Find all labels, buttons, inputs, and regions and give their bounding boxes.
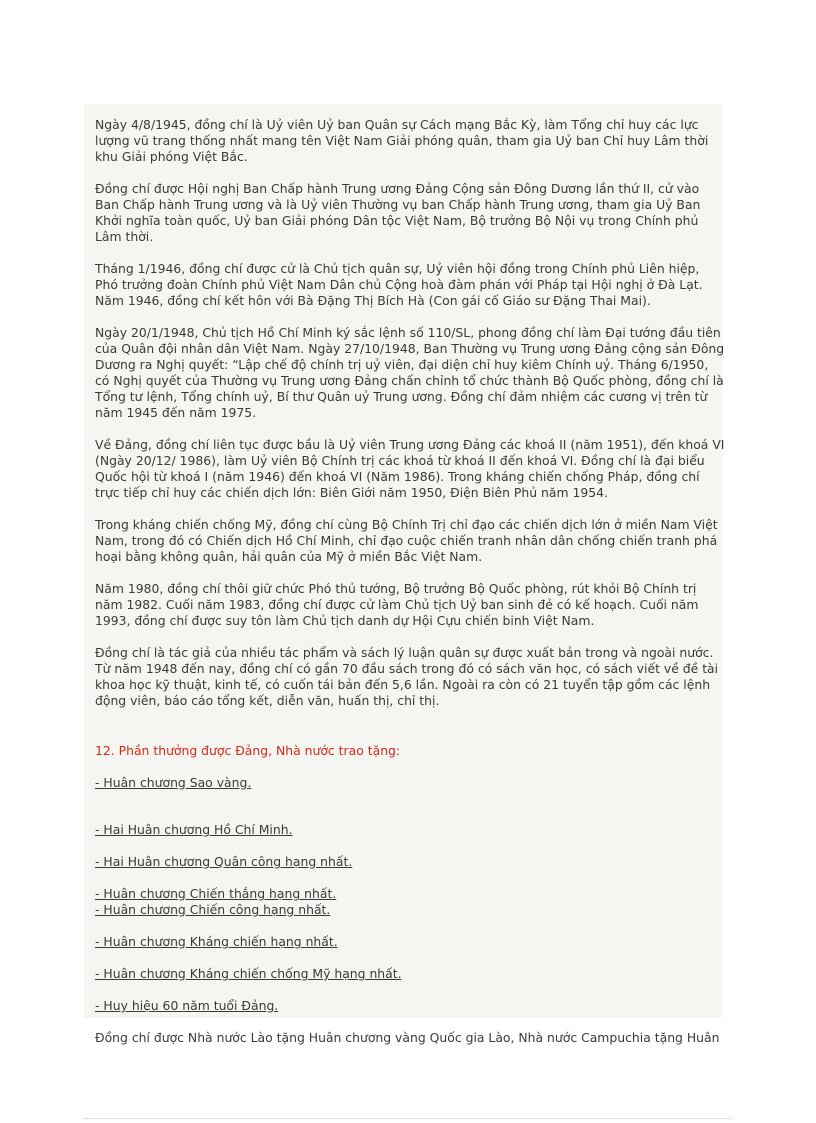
award-item: - Hai Huân chương Hồ Chí Minh.	[95, 822, 293, 837]
paragraph-2: Đồng chí được Hội nghị Ban Chấp hành Trung ương Đảng Cộng sản Đông Dương lần thứ II, cử vào Ban Chấp hành Trung ương và là Uỷ viên Thường vụ ban Chấp hành Trung ương, tham gia Uỷ Ban Khởi nghĩa toàn quốc, Uỷ ban Giải phóng Dân tộc Việt Nam, Bộ trưởng Bộ Nội vụ trong Chính phủ Lâm thời.	[95, 181, 701, 244]
award-item: - Huân chương Kháng chiến chống Mỹ hạng nhất.	[95, 966, 402, 981]
paragraph-4: Ngày 20/1/1948, Chủ tịch Hồ Chí Minh ký sắc lệnh số 110/SL, phong đồng chí làm Đại tướng đầu tiên của Quân đội nhân dân Việt Nam. Ngày 27/10/1948, Ban Thường vụ Trung ương Đảng cộng sản Đông Dương ra Nghị quyết: “Lập chế độ chính trị uỷ viên, đại diện chỉ huy kiêm Chính uỷ. Tháng 6/1950, có Nghị quyết của Thường vụ Trung ương Đảng chấn chỉnh tổ chức thành Bộ Quốc phòng, đồng chí là Tổng tư lệnh, Tổng chính uỷ, Bí thư Quân uỷ Trung ương. Đồng chí đảm nhiệm các cương vị trên từ năm 1945 đến năm 1975.	[95, 325, 725, 420]
document-body	[95, 117, 725, 1046]
award-item: - Huân chương Sao vàng.	[95, 775, 252, 790]
award-item: - Hai Huân chương Quân công hạng nhất.	[95, 854, 353, 869]
paragraph-6: Trong kháng chiến chống Mỹ, đồng chí cùng Bộ Chính Trị chỉ đạo các chiến dịch lớn ở miền Nam Việt Nam, trong đó có Chiến dịch Hồ Chí Minh, chỉ đạo cuộc chiến tranh nhân dân chống chiến tranh phá hoại bằng không quân, hải quân của Mỹ ở miền Bắc Việt Nam.	[95, 517, 718, 564]
paragraph-7: Năm 1980, đồng chí thôi giữ chức Phó thủ tướng, Bộ trưởng Bộ Quốc phòng, rút khỏi Bộ Chính trị năm 1982. Cuối năm 1983, đồng chí được cử làm Chủ tịch Uỷ ban sinh đẻ có kế hoạch. Cuối năm 1993, đồng chí được suy tôn làm Chủ tịch danh dự Hội Cựu chiến binh Việt Nam.	[95, 581, 699, 628]
award-item: - Huân chương Chiến thắng hạng nhất.	[95, 886, 337, 901]
award-item: - Huân chương Chiến công hạng nhất.	[95, 902, 331, 917]
paragraph-5: Về Đảng, đồng chí liên tục được bầu là Uỷ viên Trung ương Đảng các khoá II (năm 1951), đến khoá VI (Ngày 20/12/ 1986), làm Uỷ viên Bộ Chính trị các khoá từ khoá II đến khoá VI. Đồng chí là đại biểu Quốc hội từ khoá I (năm 1946) đến khoá VI (Năm 1986). Trong kháng chiến chống Pháp, đồng chí trực tiếp chỉ huy các chiến dịch lớn: Biên Giới năm 1950, Điện Biên Phủ năm 1954.	[95, 437, 725, 500]
paragraph-3: Tháng 1/1946, đồng chí được cử là Chủ tịch quân sự, Uỷ viên hội đồng trong Chính phủ Liên hiệp, Phó trưởng đoàn Chính phủ Việt Nam Dân chủ Cộng hoà đàm phán với Pháp tại Hội nghị ở Đà Lạt. Năm 1946, đồng chí kết hôn với Bà Đặng Thị Bích Hà (Con gái cố Giáo sư Đặng Thai Mai).	[95, 261, 703, 308]
page-bottom-divider	[84, 1118, 732, 1119]
paragraph-8: Đồng chí là tác giả của nhiều tác phẩm và sách lý luận quân sự được xuất bản trong và ngoài nước. Từ năm 1948 đến nay, đồng chí có gần 70 đầu sách trong đó có sách văn học, có sách viết về đề tài khoa học kỹ thuật, kinh tế, có cuốn tái bản đến 5,6 lần. Ngoài ra còn có 21 tuyển tập gồm các lệnh động viên, báo cáo tổng kết, diễn văn, huấn thị, chỉ thị.	[95, 645, 719, 708]
awards-heading: 12. Phần thưởng được Đảng, Nhà nước trao tặng:	[95, 743, 401, 758]
closing-line: Đồng chí được Nhà nước Lào tặng Huân chương vàng Quốc gia Lào, Nhà nước Campuchia tặng Huân	[95, 1030, 720, 1045]
award-item: - Huân chương Kháng chiến hạng nhất.	[95, 934, 338, 949]
paragraph-1: Ngày 4/8/1945, đồng chí là Uỷ viên Uỷ ban Quân sự Cách mạng Bắc Kỳ, làm Tổng chỉ huy các lực lượng vũ trang thống nhất mang tên Việt Nam Giải phóng quân, tham gia Uỷ ban Chỉ huy Lâm thời khu Giải phóng Việt Bắc.	[95, 117, 709, 164]
award-item: - Huy hiệu 60 năm tuổi Đảng.	[95, 998, 279, 1013]
